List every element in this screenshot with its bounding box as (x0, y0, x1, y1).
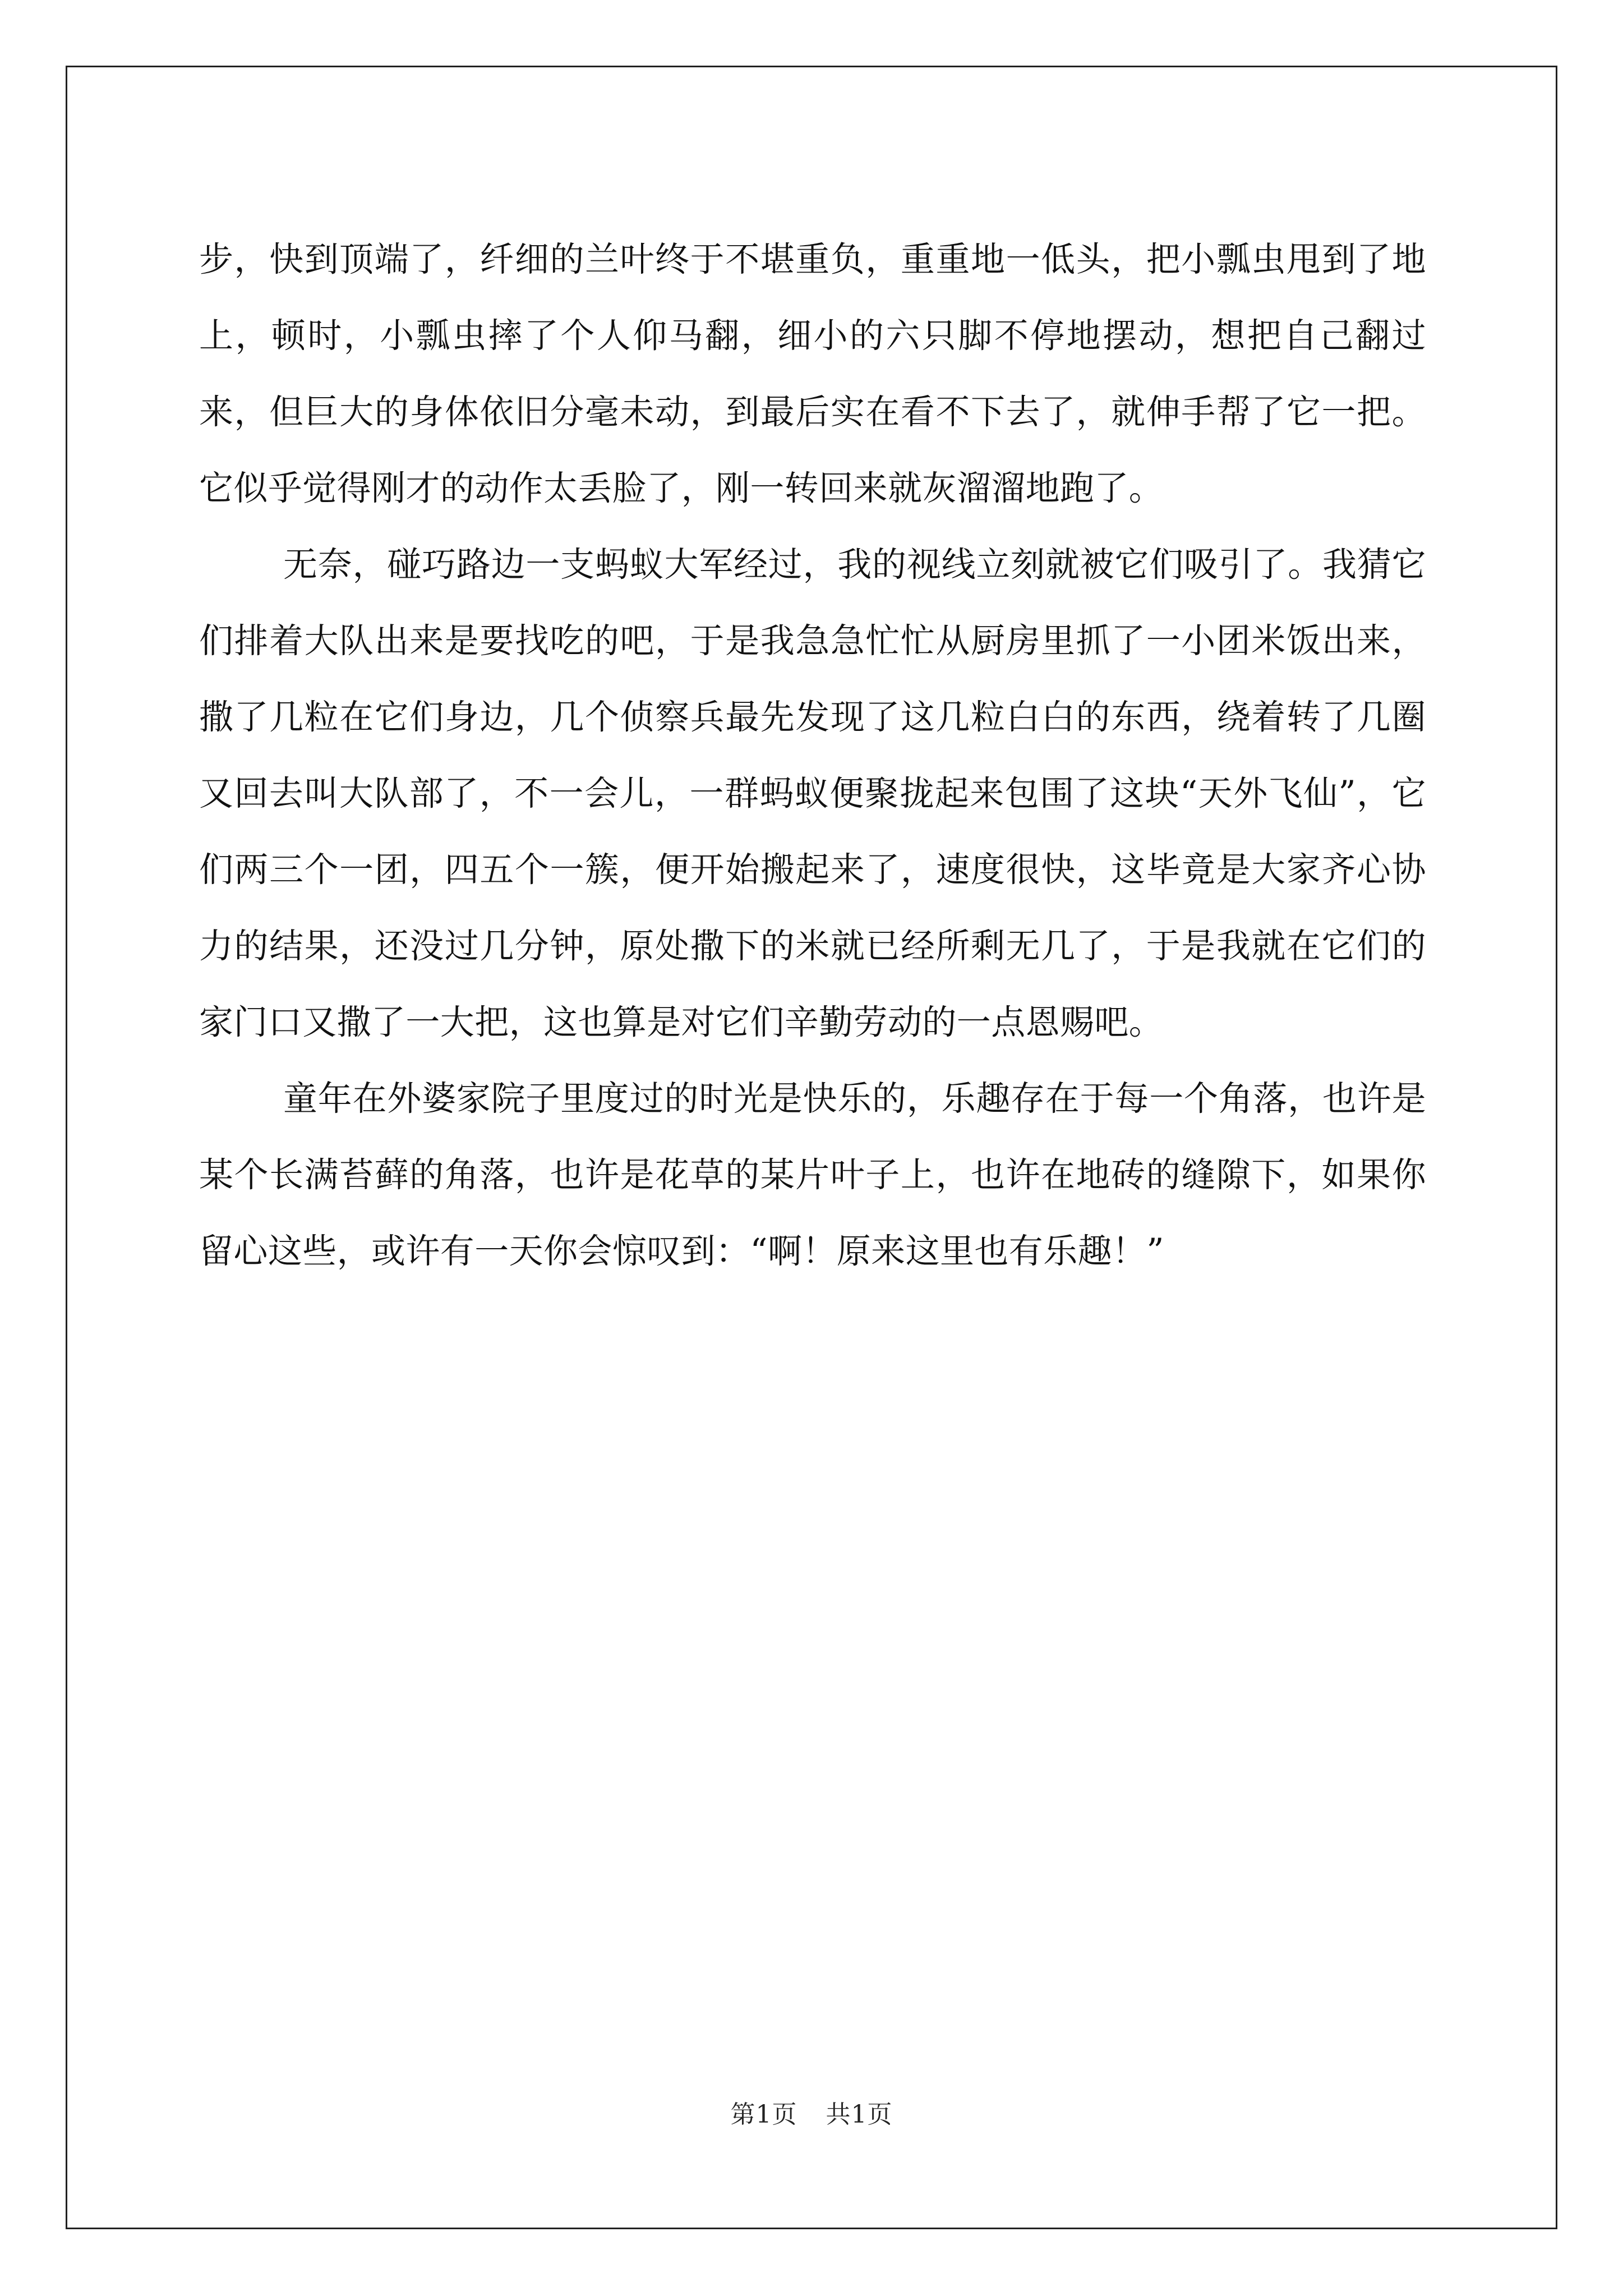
paragraph-3: 童年在外婆家院子里度过的时光是快乐的，乐趣存在于每一个角落，也许是某个长满苔藓的角落，也许是花草的某片叶子上，也许在地砖的缝隙下，如果你留心这些，或许有一天你会惊叹到：“啊！原来这里也有乐趣！” (199, 1079, 1426, 1271)
page-number: 第1页 (730, 2100, 797, 2129)
document-body (199, 222, 1426, 1290)
page-footer (0, 2098, 1623, 2132)
page-total: 共1页 (826, 2100, 893, 2129)
paragraph-1: 步，快到顶端了，纤细的兰叶终于不堪重负，重重地一低头，把小瓢虫甩到了地上，顿时，小瓢虫摔了个人仰马翻，细小的六只脚不停地摆动，想把自己翻过来，但巨大的身体依旧分毫未动，到最后实在看不下去了，就伸手帮了它一把。它似乎觉得刚才的动作太丢脸了，刚一转回来就灰溜溜地跑了。 (199, 240, 1426, 508)
paragraph-2: 无奈，碰巧路边一支蚂蚁大军经过，我的视线立刻就被它们吸引了。我猜它们排着大队出来是要找吃的吧，于是我急急忙忙从厨房里抓了一小团米饭出来，撒了几粒在它们身边，几个侦察兵最先发现了这几粒白白的东西，绕着转了几圈又回去叫大队部了，不一会儿，一群蚂蚁便聚拢起来包围了这块“天外飞仙”，它们两三个一团，四五个一簇，便开始搬起来了，速度很快，这毕竟是大家齐心协力的结果，还没过几分钟，原处撒下的米就已经所剩无几了，于是我就在它们的家门口又撒了一大把，这也算是对它们辛勤劳动的一点恩赐吧。 (199, 545, 1426, 1042)
